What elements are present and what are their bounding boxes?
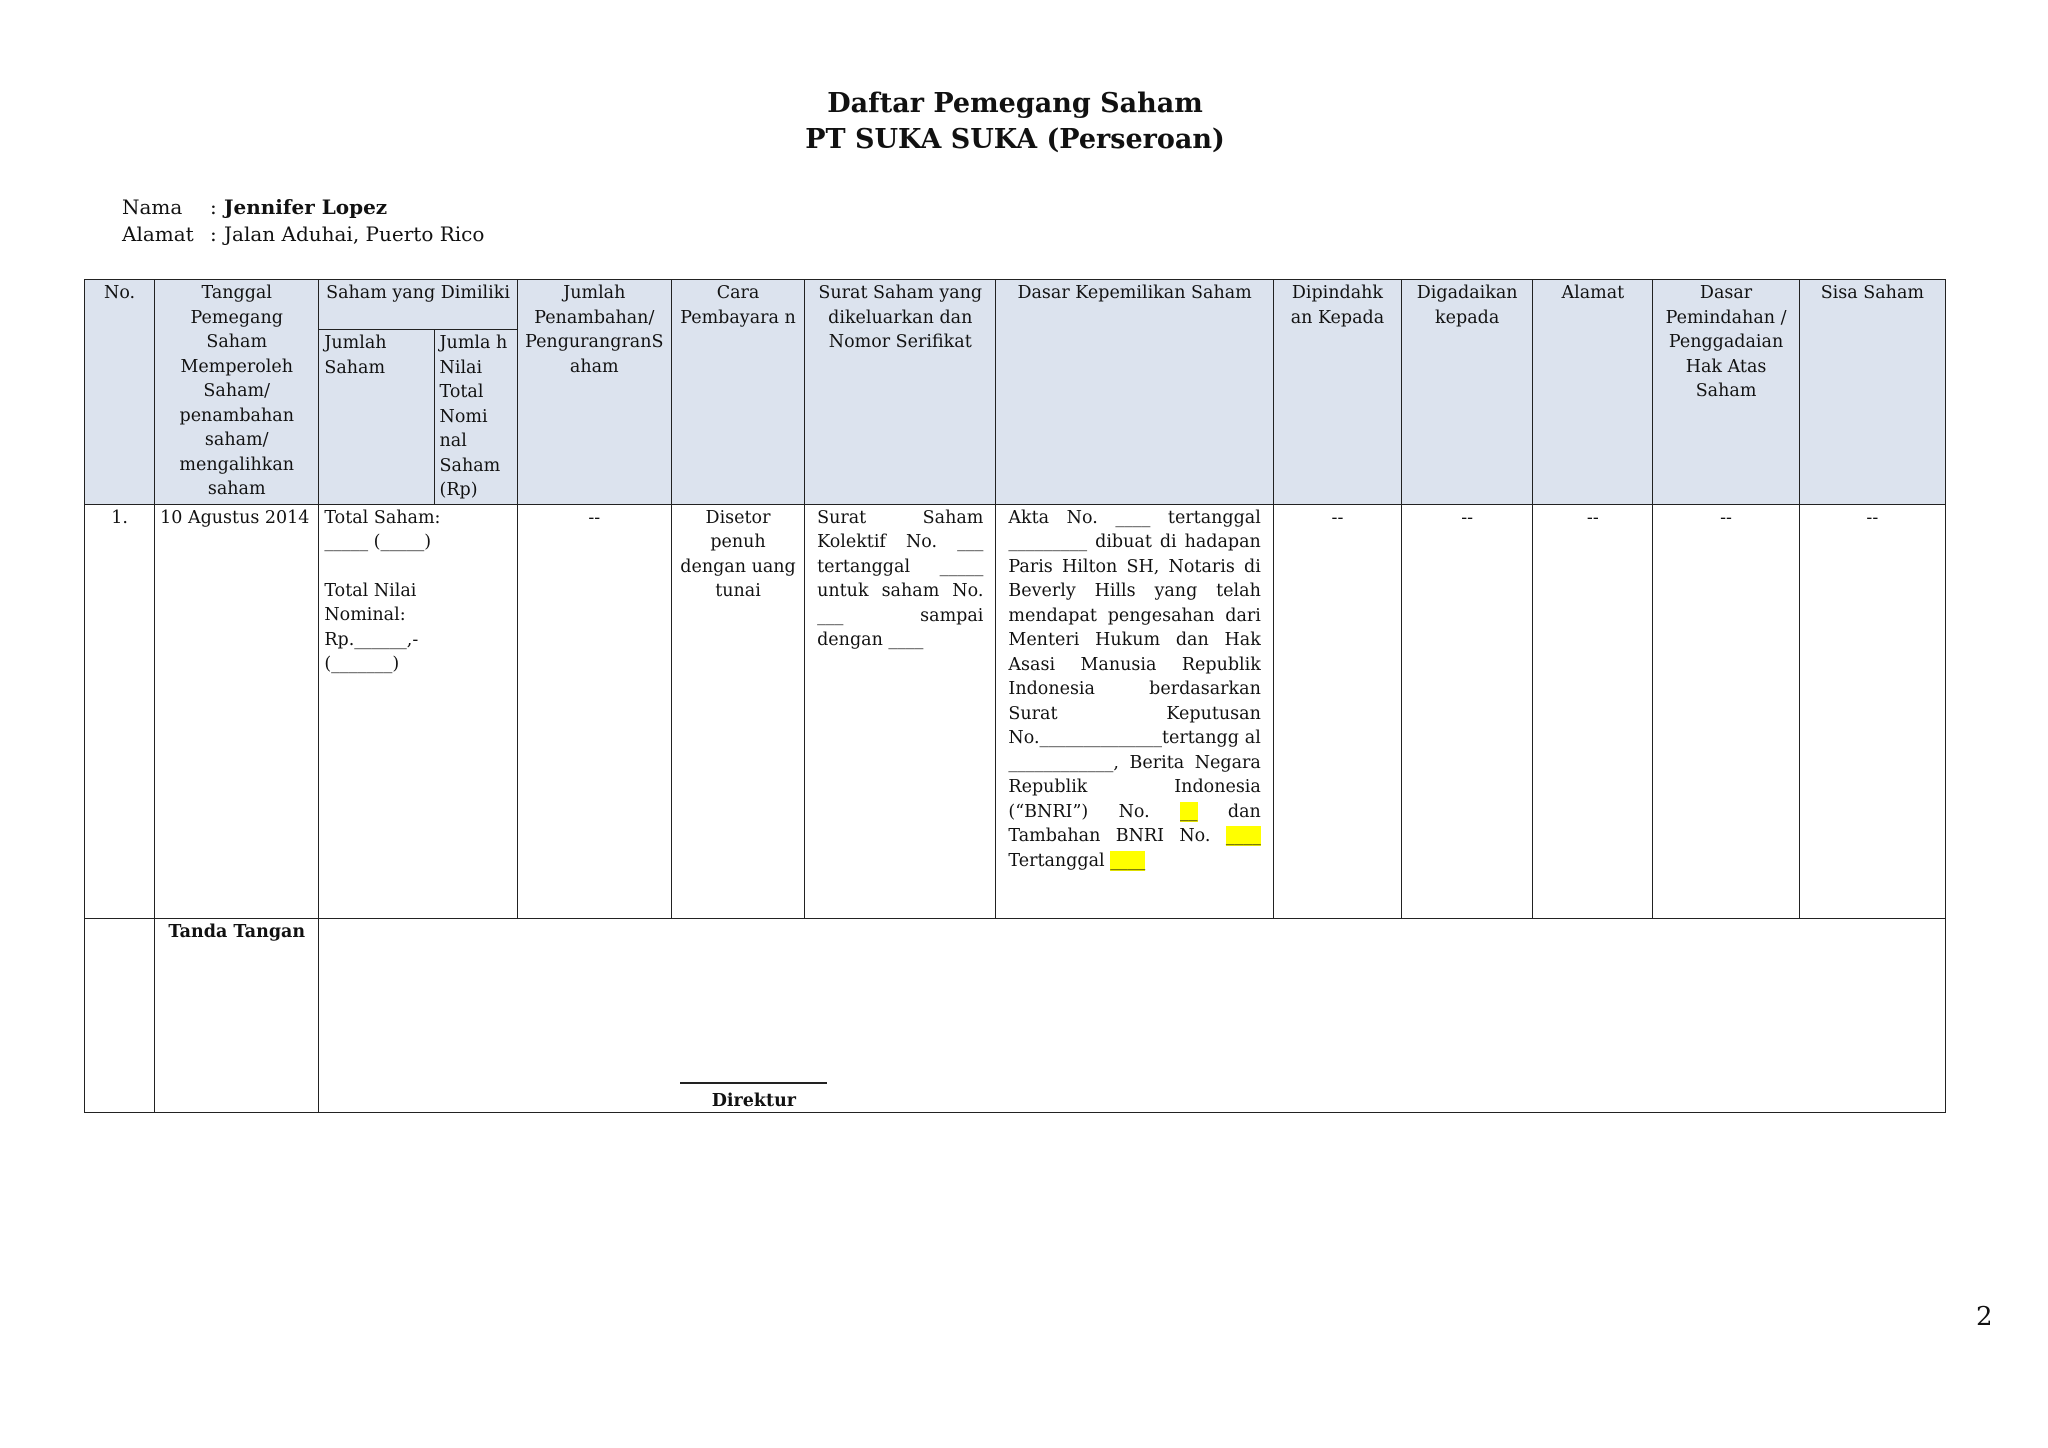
cell-alamat: --: [1533, 504, 1653, 918]
header-surat-saham: Surat Saham yang dikeluarkan dan Nomor Serifikat: [805, 280, 996, 505]
header-no: No.: [85, 280, 155, 505]
header-dipindahkan: Dipindahk an Kepada: [1273, 280, 1401, 505]
header-alamat: Alamat: [1533, 280, 1653, 505]
cell-sisa-saham: --: [1799, 504, 1945, 918]
page-title: [0, 86, 2030, 158]
cell-dasar-kepemilikan: [996, 504, 1273, 918]
cell-surat-saham: Surat Saham Kolektif No. ___ tertanggal _____ untuk saham No. ___ sampai dengan ____: [805, 504, 996, 918]
cell-saham-dimiliki: [319, 504, 517, 918]
header-digadaikan: Digadaikan kepada: [1402, 280, 1533, 505]
header-cara-bayar: Cara Pembayara n: [671, 280, 804, 505]
total-nilai-label: Total Nilai Nominal:: [324, 580, 417, 625]
signature-row: [85, 918, 1946, 1112]
cell-digadaikan: --: [1402, 504, 1533, 918]
signature-line: [680, 1082, 827, 1084]
header-saham-dimiliki: Saham yang Dimiliki: [319, 280, 517, 330]
address-label: Alamat: [122, 222, 194, 246]
signature-empty-cell: [85, 918, 155, 1112]
shareholder-table: [84, 279, 1946, 1113]
holder-info: [122, 194, 484, 248]
cell-no: 1.: [85, 504, 155, 918]
table-row: [85, 504, 1946, 918]
header-dasar-pemindahan: Dasar Pemindahan / Penggadaian Hak Atas Saham: [1653, 280, 1799, 505]
header-row-1: [85, 280, 1946, 330]
dasar-main-text: Akta No. ____ tertanggal _________ dibuat di hadapan Paris Hilton SH, Notaris di Beverly Hills yang telah mendapat pengesahan dari Menteri Hukum dan Hak Asasi Manusia Republik Indonesia berdasarkan Surat Keputusan No.______________tertangg al ____________, Berita Negara Republik Indonesia (“BNRI”) No.: [1008, 507, 1261, 822]
total-saham-label: Total Saham:: [324, 507, 441, 528]
total-saham-value: _____ (_____): [324, 532, 432, 552]
cell-dasar-pemindahan: --: [1653, 504, 1799, 918]
page-number: 2: [1976, 1302, 1993, 1332]
title-line-2: PT SUKA SUKA (Perseroan): [805, 124, 1225, 155]
highlight-blank-1: __: [1180, 801, 1198, 822]
header-jumlah-nilai: Jumla h Nilai Total Nomi nal Saham (Rp): [434, 330, 517, 505]
header-penambahan: Jumlah Penambahan/ PengurangranS aham: [517, 280, 671, 505]
header-jumlah-saham: Jumlah Saham: [319, 330, 434, 505]
header-sisa-saham: Sisa Saham: [1799, 280, 1945, 505]
cell-cara-bayar: Disetor penuh dengan uang tunai: [671, 504, 804, 918]
address-separator: :: [210, 222, 217, 246]
signature-label: Tanda Tangan: [155, 918, 319, 1112]
name-separator: :: [210, 195, 217, 219]
total-nilai-words: (_______): [324, 654, 400, 674]
cell-dipindahkan: --: [1273, 504, 1401, 918]
holder-address-row: [122, 221, 484, 248]
cell-penambahan: --: [517, 504, 671, 918]
header-tanggal: Tanggal Pemegang Saham Memperoleh Saham/ penambahan saham/ mengalihkan saham: [155, 280, 319, 505]
signature-area: [319, 918, 1946, 1112]
title-line-1: Daftar Pemegang Saham: [827, 88, 1203, 119]
total-nilai-value: Rp.______,-: [324, 629, 419, 650]
header-dasar-kepemilikan: Dasar Kepemilikan Saham: [996, 280, 1273, 505]
highlight-blank-3: ____: [1110, 850, 1146, 871]
signer-title: Direktur: [711, 1090, 797, 1111]
highlight-blank-2: ____: [1225, 826, 1261, 846]
dasar-mid-text: dan Tambahan BNRI No.: [1008, 801, 1261, 846]
holder-name-row: [122, 194, 484, 221]
address-value: Jalan Aduhai, Puerto Rico: [224, 222, 485, 246]
name-value: Jennifer Lopez: [224, 195, 388, 219]
name-label: Nama: [122, 195, 183, 219]
cell-tanggal: 10 Agustus 2014: [155, 504, 319, 918]
dasar-end-text: Tertanggal: [1008, 850, 1105, 871]
